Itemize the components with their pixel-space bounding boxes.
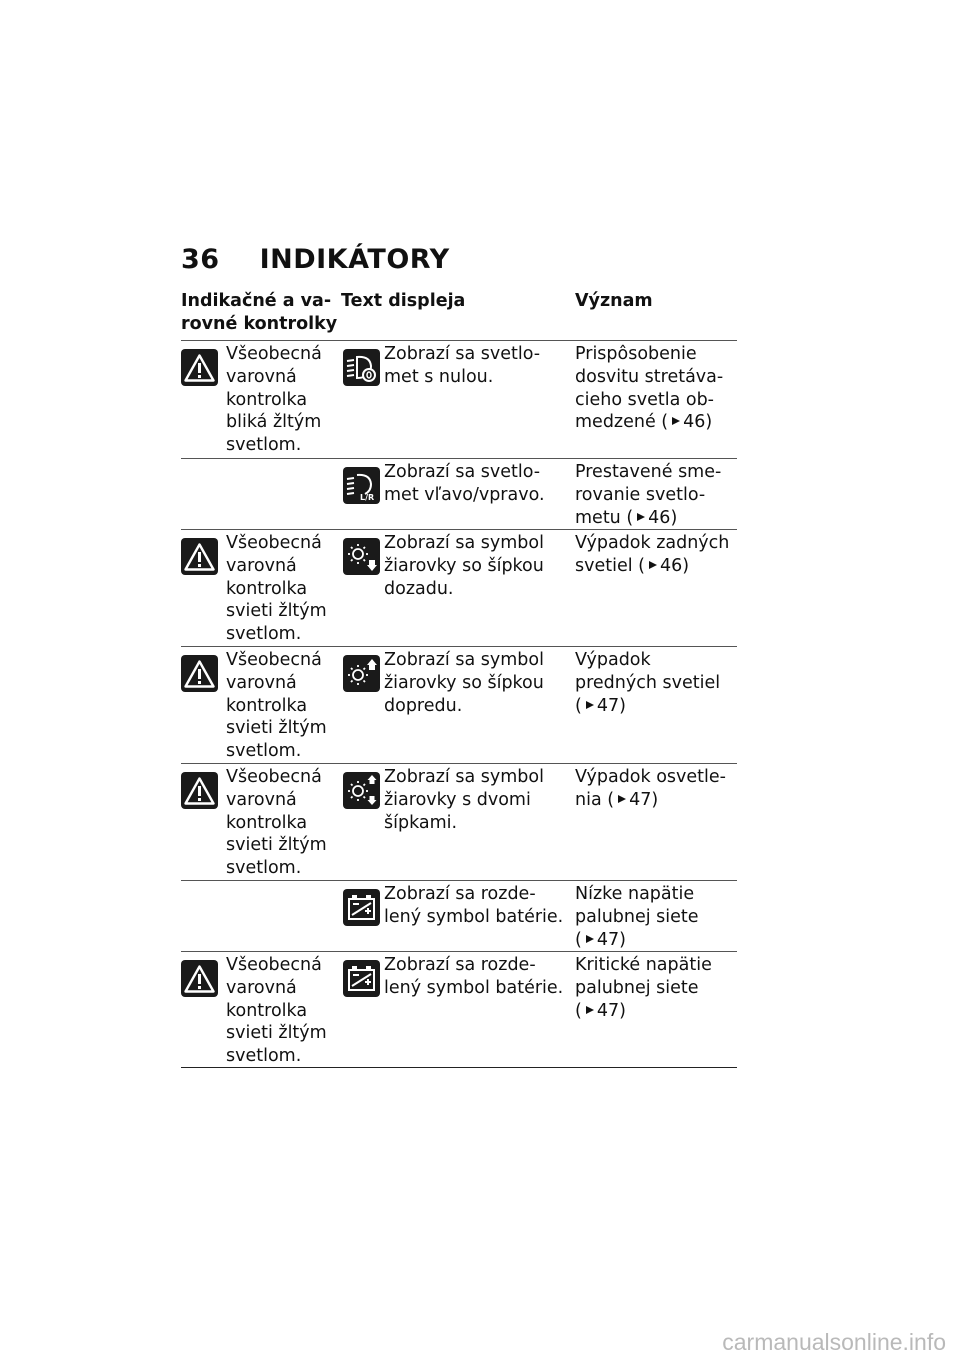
table-row [181,951,737,1068]
page-reference-arrow-icon [586,701,594,709]
meaning-description [575,461,721,529]
display-cell [341,341,575,458]
page-reference-arrow-icon [637,513,645,521]
page-reference[interactable]: 46) [683,412,713,433]
table-header [181,290,737,340]
meaning-text: Kritické napätie palubnej siete ( [575,955,712,1021]
page-reference[interactable]: 47) [629,789,659,810]
column-header-display: Text displeja [341,291,466,311]
table-row [181,529,737,646]
battery-split-icon [343,889,380,926]
table-row [181,763,737,880]
meaning-description [575,343,723,434]
page-reference-arrow-icon [618,795,626,803]
lamp-description: Všeobecná varovná kontrolka svieti žltým svetlom. [226,955,327,1067]
lamp-description: Všeobecná varovná kontrolka bliká žltým svetlom. [226,344,322,456]
page-reference[interactable]: 47) [596,1000,626,1021]
page-header [181,244,450,275]
meaning-description [575,649,720,717]
general-warning-triangle-icon [181,538,218,575]
table-row [181,880,737,951]
column-header-lamps: Indikačné a va- rovné kontrolky [181,291,338,334]
meaning-cell [575,341,737,458]
page-reference-arrow-icon [649,561,657,569]
display-description: Zobrazí sa rozde- lený symbol batérie. [384,884,564,927]
display-cell [341,764,575,880]
display-cell [341,530,575,646]
battery-split-icon [343,960,380,997]
display-description: Zobrazí sa rozde- lený symbol batérie. [384,955,564,998]
general-warning-triangle-icon [181,960,218,997]
bulb-arrow-forward-icon [343,655,380,692]
meaning-cell [575,647,737,763]
display-description: Zobrazí sa symbol žiarovky s dvomi šípkami. [384,767,544,833]
indicator-table [181,290,737,1068]
display-description: Zobrazí sa symbol žiarovky so šípkou dopredu. [384,650,544,716]
lamp-cell [181,459,341,529]
meaning-cell [575,881,737,951]
meaning-text: Prispôsobenie dosvitu stretáva- cieho svetla ob- medzené ( [575,344,724,433]
display-cell [341,881,575,951]
page-reference[interactable]: 46) [648,507,678,528]
general-warning-triangle-icon [181,655,218,692]
general-warning-triangle-icon [181,349,218,386]
headlight-left-right-icon [343,467,380,504]
display-description: Zobrazí sa svetlo- met s nulou. [384,344,541,387]
headlight-zero-icon [343,349,380,386]
meaning-text: Výpadok osvetle- nia ( [575,767,726,810]
page-reference-arrow-icon [672,417,680,425]
display-description: Zobrazí sa symbol žiarovky so šípkou dozadu. [384,533,544,599]
lamp-cell [181,881,341,951]
page-reference-arrow-icon [586,935,594,943]
meaning-description [575,883,699,951]
lamp-cell [181,341,341,458]
display-description: Zobrazí sa svetlo- met vľavo/vpravo. [384,462,545,505]
display-cell [341,952,575,1067]
chapter-title: INDIKÁTORY [259,244,450,275]
page-reference-arrow-icon [586,1006,594,1014]
table-row [181,646,737,763]
display-cell [341,647,575,763]
column-header-meaning: Význam [575,291,653,311]
lamp-description: Všeobecná varovná kontrolka svieti žltým svetlom. [226,767,327,879]
meaning-description [575,766,726,812]
watermark-text: carmanualsonline.info [722,1329,946,1355]
meaning-text: Výpadok zadných svetiel ( [575,533,730,576]
bulb-arrow-back-icon [343,538,380,575]
general-warning-triangle-icon [181,772,218,809]
svg-text:L/R: L/R [360,493,375,502]
meaning-text: Výpadok predných svetiel ( [575,650,721,716]
page-reference[interactable]: 47) [596,929,626,950]
table-row [181,340,737,458]
lamp-cell [181,647,341,763]
display-cell [341,459,575,529]
meaning-cell [575,459,737,529]
lamp-cell [181,530,341,646]
bulb-two-arrows-icon [343,772,380,809]
meaning-text: Prestavené sme- rovanie svetlo- metu ( [575,462,722,528]
table-body [181,340,737,1068]
meaning-cell [575,764,737,880]
page-reference[interactable]: 46) [659,555,690,576]
meaning-description [575,532,729,578]
meaning-description [575,954,712,1022]
meaning-cell [575,530,737,646]
table-row [181,458,737,529]
lamp-description: Všeobecná varovná kontrolka svieti žltým svetlom. [226,650,327,762]
lamp-cell [181,764,341,880]
page-reference[interactable]: 47) [596,695,626,716]
meaning-cell [575,952,737,1067]
lamp-cell [181,952,341,1067]
page-number: 36 [181,244,220,275]
lamp-description: Všeobecná varovná kontrolka svieti žltým svetlom. [226,533,327,645]
meaning-text: Nízke napätie palubnej siete ( [575,884,699,950]
